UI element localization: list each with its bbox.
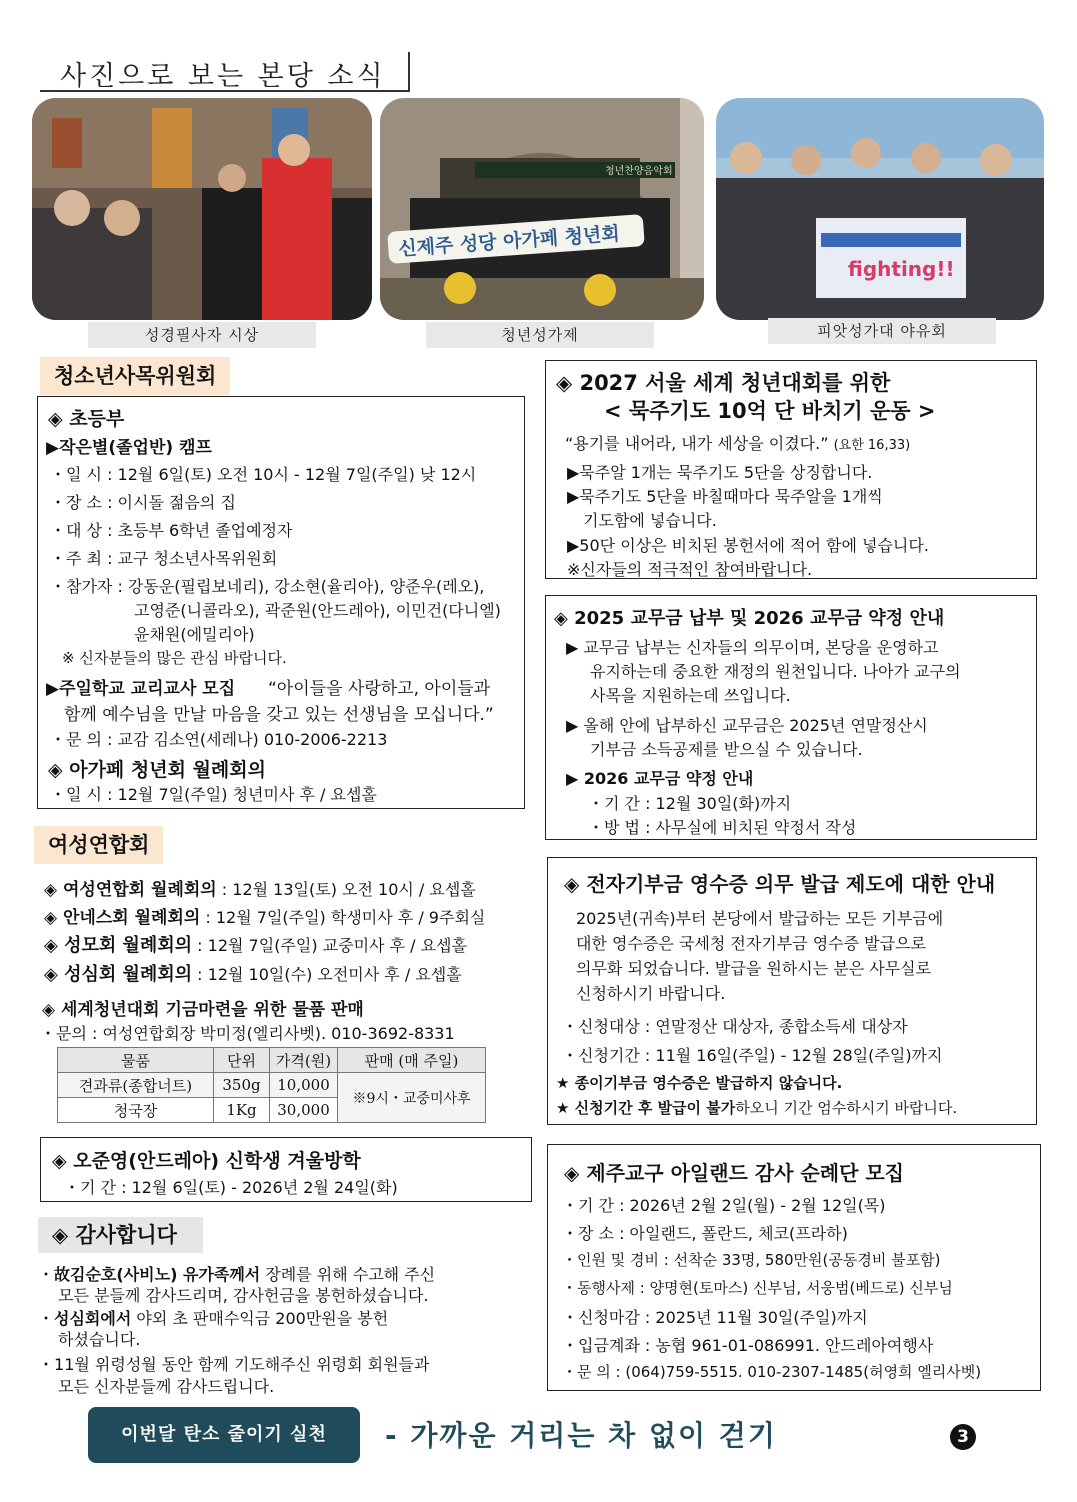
thanks-item-2-line-2: 하셨습니다. bbox=[58, 1330, 141, 1349]
receipt-body-1: 2025년(귀속)부터 본당에서 발급하는 모든 기부금에 bbox=[576, 909, 944, 928]
thanks-tag: ◈ 감사합니다 bbox=[38, 1217, 203, 1253]
fee-p1-line-1: ▶ 교무금 납부는 신자들의 의무이며, 본당을 운영하고 bbox=[566, 638, 939, 657]
wyd-line-2: ▶묵주기도 5단을 바칠때마다 묵주알을 1개씩 bbox=[567, 487, 883, 506]
thanks-item-2: ・성심회에서 야외 초 판매수익금 200만원을 봉헌 bbox=[38, 1309, 389, 1328]
wyd-quote: “용기를 내어라, 내가 세상을 이겼다.” (요한 16,33) bbox=[565, 434, 911, 453]
pilgrimage-place: ・장 소 : 아일랜드, 폴란드, 체코(프라하) bbox=[562, 1224, 848, 1243]
section-tag-youth: 청소년사목위원회 bbox=[40, 357, 230, 395]
page-number: 3 bbox=[950, 1424, 976, 1450]
fee-p3-period: ・기 간 : 12월 30일(화)까지 bbox=[588, 794, 792, 813]
photo-caption-2: 청년성가제 bbox=[426, 322, 654, 348]
meeting-womens-union: ◈ 여성연합회 월례회의 : 12월 13일(토) 오전 10시 / 요셉홀 bbox=[44, 880, 476, 900]
fee-p1-line-2: 유지하는데 중요한 재정의 원천입니다. 나아가 교구의 bbox=[590, 662, 961, 681]
camp-place: ・장 소 : 이시돌 젊음의 집 bbox=[50, 493, 236, 512]
photo-caption-3: 피앗성가대 야유회 bbox=[768, 318, 996, 344]
outing-banner-text: fighting!! bbox=[848, 257, 955, 281]
participants-line-3: 윤채원(에밀리아) bbox=[134, 625, 255, 644]
concert-sign-text: 청년찬양음악회 bbox=[605, 166, 673, 177]
table-cell: 350g bbox=[214, 1073, 270, 1098]
receipt-body-4: 신청하시기 바랍니다. bbox=[576, 984, 726, 1003]
receipt-target: ・신청대상 : 연말정산 대상자, 종합소득세 대상자 bbox=[562, 1017, 908, 1036]
participants-line-1: ・참가자 : 강동운(필립보네리), 강소현(율리아), 양준우(레오), bbox=[50, 577, 485, 596]
thanks-item-3: ・11월 위령성월 동안 함께 기도해주신 위령회 회원들과 bbox=[38, 1355, 430, 1374]
goods-table bbox=[57, 1047, 486, 1123]
camp-host: ・주 최 : 교구 청소년사목위원회 bbox=[50, 549, 278, 568]
participants-line-2: 고영준(니콜라오), 곽준원(안드레아), 이민건(다니엘) bbox=[134, 601, 501, 620]
agape-date: ・일 시 : 12월 7일(주일) 청년미사 후 / 요셉홀 bbox=[50, 785, 377, 804]
meeting-sacred-heart: ◈ 성심회 월례회의 : 12월 10일(수) 오전미사 후 / 요셉홀 bbox=[44, 964, 462, 985]
fee-p2-line-2: 기부금 소득공제를 받으실 수 있습니다. bbox=[590, 740, 863, 759]
table-header: 가격(원) bbox=[270, 1048, 338, 1073]
pilgrimage-contact: ・문 의 : (064)759-5515. 010-2307-1485(허영희 엘리사벳) bbox=[562, 1363, 982, 1381]
photo-bible-award bbox=[32, 98, 372, 320]
meeting-mary: ◈ 성모회 월례회의 : 12월 7일(주일) 교중미사 후 / 요셉홀 bbox=[44, 935, 467, 956]
camp-title: ▶작은별(졸업반) 캠프 bbox=[46, 438, 212, 458]
sale-title: ◈ 세계청년대회 기금마련을 위한 물품 판매 bbox=[42, 1000, 364, 1020]
table-cell: 견과류(종합너트) bbox=[58, 1073, 214, 1098]
sale-contact: ・문의 : 여성연합회장 박미정(엘리사벳). 010-3692-8331 bbox=[40, 1024, 455, 1043]
page-title: 사진으로 보는 본당 소식 bbox=[60, 61, 386, 92]
table-cell: 청국장 bbox=[58, 1098, 214, 1123]
photo-choir-outing bbox=[716, 98, 1044, 320]
thanks-item-1: ・故김순호(사비노) 유가족께서 장례를 위해 수고해 주신 bbox=[38, 1265, 436, 1284]
photo-caption-1: 성경필사자 시상 bbox=[88, 322, 316, 348]
photo-youth-concert bbox=[380, 98, 704, 320]
wyd-title-2: < 묵주기도 10억 단 바치기 운동 > bbox=[604, 399, 936, 423]
wyd-title-1: ◈ 2027 서울 세계 청년대회를 위한 bbox=[556, 371, 891, 395]
meeting-anne: ◈ 안네스회 월례회의 : 12월 7일(주일) 학생미사 후 / 9주회실 bbox=[44, 908, 486, 928]
thanks-item-3-line-2: 모든 신자분들께 감사드립니다. bbox=[58, 1377, 275, 1396]
pilgrimage-account: ・입금계좌 : 농협 961-01-086991. 안드레아여행사 bbox=[562, 1336, 934, 1355]
page-header bbox=[40, 52, 410, 92]
table-header: 단위 bbox=[214, 1048, 270, 1073]
thanks-item-1-line-2: 모든 분들께 감사드리며, 감사헌금을 봉헌하셨습니다. bbox=[58, 1286, 429, 1305]
pilgrimage-title: ◈ 제주교구 아일랜드 감사 순례단 모집 bbox=[564, 1161, 904, 1185]
receipt-period: ・신청기간 : 11월 16일(주일) - 12월 28일(주일)까지 bbox=[562, 1046, 943, 1065]
table-cell: 10,000 bbox=[270, 1073, 338, 1098]
wyd-line-4: ▶50단 이상은 비치된 봉헌서에 적어 함에 넣습니다. bbox=[567, 536, 929, 555]
table-row bbox=[58, 1073, 486, 1098]
table-header: 물품 bbox=[58, 1048, 214, 1073]
receipt-star-2: ★ 신청기간 후 발급이 불가하오니 기간 엄수하시기 바랍니다. bbox=[556, 1099, 958, 1117]
agape-title: ◈ 아가페 청년회 월례회의 bbox=[48, 759, 266, 781]
teacher-quote-2: 함께 예수님을 만날 마음을 갖고 있는 선생님을 모십니다.” bbox=[64, 705, 494, 725]
seminarian-period: ・기 간 : 12월 6일(토) - 2026년 2월 24일(화) bbox=[64, 1178, 398, 1197]
table-cell: 1Kg bbox=[214, 1098, 270, 1123]
youth-note: ※ 신자분들의 많은 관심 바랍니다. bbox=[62, 649, 287, 667]
camp-target: ・대 상 : 초등부 6학년 졸업예정자 bbox=[50, 521, 293, 540]
receipt-body-2: 대한 영수증은 국세청 전자기부금 영수증 발급으로 bbox=[576, 934, 927, 953]
teacher-title: ▶주일학교 교리교사 모집 bbox=[46, 679, 236, 699]
receipt-body-3: 의무화 되었습니다. 발급을 원하시는 분은 사무실로 bbox=[576, 959, 932, 978]
receipt-star-1: ★ 종이기부금 영수증은 발급하지 않습니다. bbox=[556, 1074, 843, 1092]
fee-title: ◈ 2025 교무금 납부 및 2026 교무금 약정 안내 bbox=[554, 608, 945, 629]
wyd-line-5: ※신자들의 적극적인 참여바랍니다. bbox=[567, 560, 813, 579]
fee-p2-line-1: ▶ 올해 안에 납부하신 교무금은 2025년 연말정산시 bbox=[566, 716, 928, 735]
seminarian-title: ◈ 오준영(안드레아) 신학생 겨울방학 bbox=[52, 1150, 361, 1172]
wyd-line-1: ▶묵주알 1개는 묵주기도 5단을 상징합니다. bbox=[567, 463, 873, 482]
concert-banner-text: 신제주 성당 아가페 청년회 bbox=[397, 222, 621, 261]
wyd-line-3: 기도함에 넣습니다. bbox=[583, 511, 717, 530]
section-tag-womens: 여성연합회 bbox=[34, 826, 163, 864]
fee-p3-title: ▶ 2026 교무금 약정 안내 bbox=[566, 769, 754, 788]
pilgrimage-deadline: ・신청마감 : 2025년 11월 30일(주일)까지 bbox=[562, 1308, 868, 1327]
pilgrimage-people: ・인원 및 경비 : 선착순 33명, 580만원(공동경비 불포함) bbox=[562, 1251, 941, 1269]
fee-p1-line-3: 사목을 지원하는데 쓰입니다. bbox=[590, 686, 791, 705]
teacher-quote-1: “아이들을 사랑하고, 아이들과 bbox=[268, 679, 491, 699]
pilgrimage-period: ・기 간 : 2026년 2월 2일(월) - 2월 12일(목) bbox=[562, 1196, 886, 1215]
camp-date: ・일 시 : 12월 6일(토) 오전 10시 - 12월 7일(주일) 낮 12시 bbox=[50, 465, 477, 484]
pilgrimage-priests: ・동행사제 : 양명현(토마스) 신부님, 서웅범(베드로) 신부님 bbox=[562, 1279, 953, 1297]
table-cell: 30,000 bbox=[270, 1098, 338, 1123]
table-sale-time: ※9시・교중미사후 bbox=[338, 1073, 486, 1123]
table-header: 판매 (매 주일) bbox=[338, 1048, 486, 1073]
carbon-reduction-badge: 이번달 탄소 줄이기 실천 bbox=[88, 1407, 360, 1463]
elementary-title: ◈ 초등부 bbox=[48, 408, 125, 430]
footer-slogan: - 가까운 거리는 차 없이 걷기 bbox=[385, 1419, 777, 1452]
teacher-contact: ・문 의 : 교감 김소연(세레나) 010-2006-2213 bbox=[50, 730, 388, 749]
receipt-title: ◈ 전자기부금 영수증 의무 발급 제도에 대한 안내 bbox=[564, 872, 996, 896]
fee-p3-method: ・방 법 : 사무실에 비치된 약정서 작성 bbox=[588, 818, 857, 837]
